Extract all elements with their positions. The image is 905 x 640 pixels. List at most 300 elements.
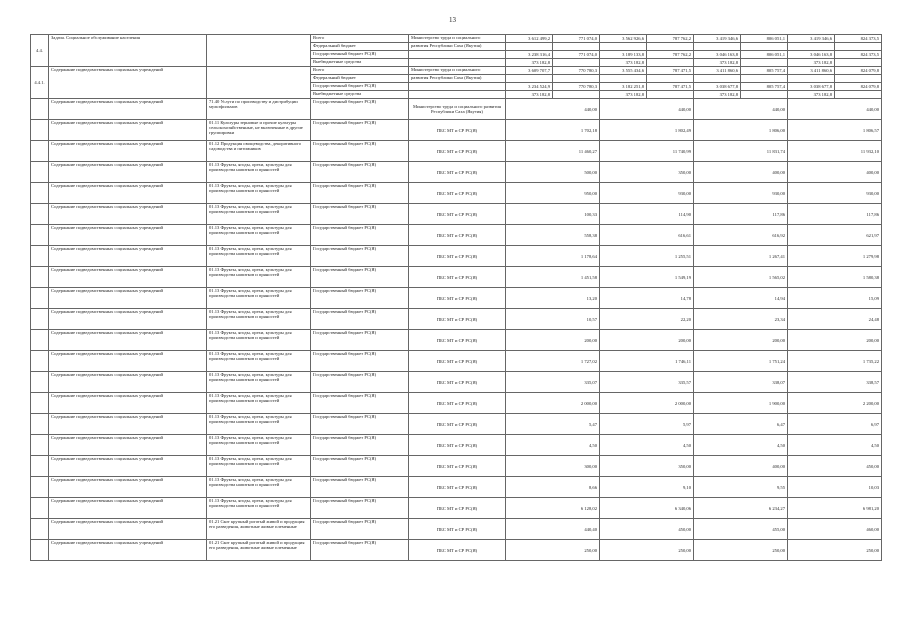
row-description: 01.12 Продукция овощеводства, декоративного садоводства и питомников	[207, 141, 311, 162]
agency-cell: ПБС МТ и СР РС(Я)	[409, 204, 506, 225]
value-cell: 787 762,2	[647, 51, 694, 59]
row-description	[207, 67, 311, 99]
value-cell: 455,00	[694, 519, 788, 540]
row-description: 01.13 Фрукты, ягоды, орехи, культуры для производства напитков и пряностей	[207, 477, 311, 498]
row-title: Содержание подведомственных социальных учреждений	[49, 225, 207, 246]
source-cell: Государственный бюджет РС(Я)	[311, 477, 409, 498]
row-description: 01.13 Фрукты, ягоды, орехи, культуры для производства напитков и пряностей	[207, 435, 311, 456]
row-code: 4.4.	[31, 35, 49, 67]
source-cell: Государственный бюджет РС(Я)	[311, 309, 409, 330]
row-code	[31, 141, 49, 162]
value-cell: 1 806,00	[694, 120, 788, 141]
source-cell: Государственный бюджет РС(Я)	[311, 498, 409, 519]
value-cell	[835, 59, 882, 67]
row-description: 01.21 Скот крупный рогатый живой и продукция его разведения, животные живые племенные	[207, 540, 311, 561]
value-cell: 1 451,58	[506, 267, 600, 288]
row-description: 01.11 Культуры зерновые и прочие культуры сельскохозяйственные, не включенные в другие группировки	[207, 120, 311, 141]
value-cell	[553, 75, 600, 83]
value-cell	[553, 59, 600, 67]
agency-cell: ПБС МТ и СР РС(Я)	[409, 288, 506, 309]
source-cell: Государственный бюджет РС(Я)	[311, 120, 409, 141]
value-cell: 14,94	[694, 288, 788, 309]
agency-cell: ПБС МТ и СР РС(Я)	[409, 141, 506, 162]
value-cell: 824 079,8	[835, 67, 882, 75]
source-cell: Государственный бюджет РС(Я)	[311, 225, 409, 246]
value-cell: 3 411 860,6	[788, 67, 835, 75]
table-row	[31, 288, 882, 309]
row-title: Содержание подведомственных социальных учреждений	[49, 498, 207, 519]
value-cell	[694, 43, 741, 51]
value-cell: 1 746,11	[600, 351, 694, 372]
value-cell	[741, 91, 788, 99]
row-description: 01.13 Фрукты, ягоды, орехи, культуры для производства напитков и пряностей	[207, 204, 311, 225]
row-title: Содержание подведомственных социальных учреждений	[49, 309, 207, 330]
value-cell: 250,00	[506, 540, 600, 561]
value-cell	[835, 91, 882, 99]
row-description: 01.13 Фрукты, ягоды, орехи, культуры для производства напитков и пряностей	[207, 225, 311, 246]
value-cell: 114,90	[600, 204, 694, 225]
value-cell: 930,00	[600, 183, 694, 204]
row-code	[31, 225, 49, 246]
value-cell: 2 000,00	[600, 393, 694, 414]
row-code	[31, 519, 49, 540]
value-cell: 4,50	[788, 435, 882, 456]
table-row	[31, 435, 882, 456]
table-row	[31, 246, 882, 267]
value-cell: 1 178,64	[506, 246, 600, 267]
value-cell: 350,00	[600, 456, 694, 477]
agency-cell: Министерство труда и социального развития Республики Саха (Якутия)	[409, 99, 506, 120]
value-cell: 373 182,8	[788, 59, 835, 67]
value-cell: 5,47	[506, 414, 600, 435]
value-cell	[553, 91, 600, 99]
value-cell: 14,78	[600, 288, 694, 309]
value-cell: 300,00	[506, 456, 600, 477]
value-cell: 11 932,10	[788, 141, 882, 162]
row-code	[31, 120, 49, 141]
agency-cell: ПБС МТ и СР РС(Я)	[409, 225, 506, 246]
value-cell: 3 609 707,7	[506, 67, 553, 75]
agency-cell: ПБС МТ и СР РС(Я)	[409, 477, 506, 498]
value-cell: 400,00	[694, 456, 788, 477]
value-cell: 6 128,02	[506, 498, 600, 519]
value-cell	[741, 43, 788, 51]
table-row	[31, 267, 882, 288]
value-cell: 24,48	[788, 309, 882, 330]
value-cell: 250,00	[694, 540, 788, 561]
row-title: Задача. Социальное обслуживание населения	[49, 35, 207, 67]
row-title: Содержание подведомственных социальных учреждений	[49, 204, 207, 225]
budget-table	[30, 34, 882, 561]
table-row	[31, 99, 882, 120]
value-cell: 1 279,98	[788, 246, 882, 267]
value-cell: 824 079,8	[835, 83, 882, 91]
row-code	[31, 162, 49, 183]
table-row	[31, 393, 882, 414]
row-title: Содержание подведомственных социальных учреждений	[49, 141, 207, 162]
value-cell: 1 565,02	[694, 267, 788, 288]
table-row	[31, 456, 882, 477]
value-cell: 4,50	[694, 435, 788, 456]
source-cell: Государственный бюджет РС(Я)	[311, 246, 409, 267]
value-cell: 373 182,8	[600, 91, 647, 99]
row-title: Содержание подведомственных социальных учреждений	[49, 162, 207, 183]
value-cell	[647, 43, 694, 51]
agency-cell: ПБС МТ и СР РС(Я)	[409, 372, 506, 393]
table-row	[31, 498, 882, 519]
value-cell: 250,00	[788, 540, 882, 561]
row-description: 01.13 Фрукты, ягоды, орехи, культуры для производства напитков и пряностей	[207, 183, 311, 204]
agency-cell: ПБС МТ и СР РС(Я)	[409, 120, 506, 141]
value-cell: 460,00	[788, 519, 882, 540]
value-cell: 11 740,99	[600, 141, 694, 162]
agency-cell: ПБС МТ и СР РС(Я)	[409, 393, 506, 414]
row-description: 01.13 Фрукты, ягоды, орехи, культуры для производства напитков и пряностей	[207, 309, 311, 330]
value-cell: 4,50	[600, 435, 694, 456]
source-cell: Государственный бюджет РС(Я)	[311, 351, 409, 372]
source-cell: Государственный бюджет РС(Я)	[311, 83, 409, 91]
agency-cell	[409, 51, 506, 59]
value-cell	[741, 59, 788, 67]
value-cell: 1 735,22	[788, 351, 882, 372]
agency-cell: Министерство труда и социального	[409, 67, 506, 75]
row-code	[31, 456, 49, 477]
value-cell	[647, 91, 694, 99]
value-cell: 350,00	[600, 162, 694, 183]
value-cell: 806 051,1	[741, 51, 788, 59]
value-cell: 117,86	[788, 204, 882, 225]
row-description: 01.13 Фрукты, ягоды, орехи, культуры для производства напитков и пряностей	[207, 330, 311, 351]
source-cell: Государственный бюджет РС(Я)	[311, 267, 409, 288]
value-cell: 373 182,8	[506, 59, 553, 67]
agency-cell: ПБС МТ и СР РС(Я)	[409, 519, 506, 540]
value-cell: 787 471,5	[647, 83, 694, 91]
value-cell: 117,86	[694, 204, 788, 225]
value-cell: 3 234 524,9	[506, 83, 553, 91]
row-description: 01.13 Фрукты, ягоды, орехи, культуры для производства напитков и пряностей	[207, 393, 311, 414]
row-title: Содержание подведомственных социальных учреждений	[49, 477, 207, 498]
row-title: Содержание подведомственных социальных учреждений	[49, 99, 207, 120]
value-cell: 3 238 316,4	[506, 51, 553, 59]
source-cell: Государственный бюджет РС(Я)	[311, 456, 409, 477]
value-cell: 11 460,27	[506, 141, 600, 162]
row-code	[31, 393, 49, 414]
row-code	[31, 477, 49, 498]
value-cell	[788, 43, 835, 51]
row-title: Содержание подведомственных социальных учреждений	[49, 540, 207, 561]
value-cell: 338,57	[788, 372, 882, 393]
value-cell: 1 900,00	[694, 393, 788, 414]
value-cell: 338,07	[694, 372, 788, 393]
value-cell: 806 051,1	[741, 35, 788, 43]
value-cell: 8,66	[506, 477, 600, 498]
table-row	[31, 225, 882, 246]
table-row	[31, 372, 882, 393]
source-cell: Государственный бюджет РС(Я)	[311, 51, 409, 59]
value-cell	[506, 75, 553, 83]
value-cell: 335,07	[506, 372, 600, 393]
value-cell: 440,40	[506, 519, 600, 540]
table-row	[31, 162, 882, 183]
row-title: Содержание подведомственных социальных учреждений	[49, 183, 207, 204]
row-description: 01.13 Фрукты, ягоды, орехи, культуры для производства напитков и пряностей	[207, 162, 311, 183]
agency-cell: ПБС МТ и СР РС(Я)	[409, 414, 506, 435]
agency-cell	[409, 83, 506, 91]
agency-cell: Министерство труда и социального	[409, 35, 506, 43]
row-description: 01.13 Фрукты, ягоды, орехи, культуры для производства напитков и пряностей	[207, 456, 311, 477]
value-cell: 6 981,20	[788, 498, 882, 519]
row-title: Содержание подведомственных социальных учреждений	[49, 372, 207, 393]
agency-cell: ПБС МТ и СР РС(Я)	[409, 162, 506, 183]
row-title: Содержание подведомственных социальных учреждений	[49, 351, 207, 372]
table-row	[31, 141, 882, 162]
agency-cell: развития Республики Саха (Якутия)	[409, 75, 506, 83]
table-row	[31, 540, 882, 561]
row-description	[207, 35, 311, 67]
value-cell: 250,00	[600, 540, 694, 561]
value-cell	[553, 43, 600, 51]
value-cell: 200,00	[600, 330, 694, 351]
agency-cell: ПБС МТ и СР РС(Я)	[409, 267, 506, 288]
value-cell: 15,09	[788, 288, 882, 309]
value-cell: 23,34	[694, 309, 788, 330]
source-cell: Государственный бюджет РС(Я)	[311, 435, 409, 456]
row-title: Содержание подведомственных социальных учреждений	[49, 456, 207, 477]
value-cell: 3 562 926,6	[600, 35, 647, 43]
row-title: Содержание подведомственных социальных учреждений	[49, 393, 207, 414]
table-row	[31, 414, 882, 435]
value-cell: 616,61	[600, 225, 694, 246]
value-cell: 3 612 499,2	[506, 35, 553, 43]
row-title: Содержание подведомственных социальных учреждений	[49, 435, 207, 456]
row-description: 01.13 Фрукты, ягоды, орехи, культуры для производства напитков и пряностей	[207, 288, 311, 309]
row-description: 71.40 Услуги по производству и дистрибуции мультфильмов	[207, 99, 311, 120]
value-cell: 6 234,27	[694, 498, 788, 519]
table-row	[31, 120, 882, 141]
value-cell: 10,03	[788, 477, 882, 498]
row-description: 01.13 Фрукты, ягоды, орехи, культуры для производства напитков и пряностей	[207, 498, 311, 519]
value-cell: 1 806,57	[788, 120, 882, 141]
source-cell: Федеральный бюджет	[311, 75, 409, 83]
value-cell: 1 702,18	[506, 120, 600, 141]
value-cell: 22,20	[600, 309, 694, 330]
value-cell: 787 471,5	[647, 67, 694, 75]
page-number: 13	[449, 16, 456, 24]
source-cell: Государственный бюджет РС(Я)	[311, 372, 409, 393]
value-cell	[647, 75, 694, 83]
agency-cell: ПБС МТ и СР РС(Я)	[409, 498, 506, 519]
agency-cell: развития Республики Саха (Якутия)	[409, 43, 506, 51]
row-code	[31, 414, 49, 435]
agency-cell: ПБС МТ и СР РС(Я)	[409, 456, 506, 477]
value-cell	[741, 75, 788, 83]
source-cell: Государственный бюджет РС(Я)	[311, 204, 409, 225]
row-code	[31, 435, 49, 456]
value-cell: 335,57	[600, 372, 694, 393]
value-cell: 3 038 677,8	[788, 83, 835, 91]
value-cell: 1 751,24	[694, 351, 788, 372]
table-row	[31, 477, 882, 498]
source-cell: Государственный бюджет РС(Я)	[311, 414, 409, 435]
source-cell: Государственный бюджет РС(Я)	[311, 141, 409, 162]
row-code	[31, 183, 49, 204]
source-cell: Всего	[311, 35, 409, 43]
table-row	[31, 35, 882, 43]
value-cell: 1 267,41	[694, 246, 788, 267]
value-cell: 373 182,8	[506, 91, 553, 99]
row-code	[31, 330, 49, 351]
value-cell	[647, 59, 694, 67]
value-cell: 1 802,49	[600, 120, 694, 141]
table-row	[31, 67, 882, 75]
agency-cell: ПБС МТ и СР РС(Я)	[409, 540, 506, 561]
value-cell: 450,00	[600, 519, 694, 540]
value-cell: 3 038 677,8	[694, 83, 741, 91]
value-cell: 400,00	[788, 162, 882, 183]
value-cell: 3 411 860,6	[694, 67, 741, 75]
table-row	[31, 519, 882, 540]
source-cell: Государственный бюджет РС(Я)	[311, 330, 409, 351]
value-cell: 824 373,5	[835, 51, 882, 59]
row-description: 01.13 Фрукты, ягоды, орехи, культуры для производства напитков и пряностей	[207, 246, 311, 267]
value-cell: 450,00	[788, 456, 882, 477]
value-cell: 11 831,74	[694, 141, 788, 162]
value-cell: 373 182,8	[694, 91, 741, 99]
row-code	[31, 372, 49, 393]
source-cell: Государственный бюджет РС(Я)	[311, 288, 409, 309]
value-cell: 9,55	[694, 477, 788, 498]
row-code	[31, 309, 49, 330]
table-row	[31, 351, 882, 372]
value-cell: 440,00	[600, 99, 694, 120]
value-cell: 440,00	[788, 99, 882, 120]
value-cell: 616,92	[694, 225, 788, 246]
value-cell	[600, 43, 647, 51]
value-cell: 930,00	[694, 183, 788, 204]
row-description: 01.21 Скот крупный рогатый живой и продукция его разведения, животные живые племенные	[207, 519, 311, 540]
value-cell: 400,00	[694, 162, 788, 183]
value-cell: 200,00	[694, 330, 788, 351]
agency-cell: ПБС МТ и СР РС(Я)	[409, 351, 506, 372]
table-row	[31, 309, 882, 330]
source-cell: Федеральный бюджет	[311, 43, 409, 51]
value-cell: 771 074,0	[553, 51, 600, 59]
source-cell: Государственный бюджет РС(Я)	[311, 540, 409, 561]
row-code	[31, 540, 49, 561]
value-cell: 440,00	[506, 99, 600, 120]
source-cell: Государственный бюджет РС(Я)	[311, 99, 409, 120]
value-cell: 950,00	[506, 183, 600, 204]
value-cell: 9,10	[600, 477, 694, 498]
table-row	[31, 330, 882, 351]
value-cell: 1 580,38	[788, 267, 882, 288]
value-cell: 440,00	[694, 99, 788, 120]
row-code	[31, 204, 49, 225]
value-cell: 930,00	[788, 183, 882, 204]
value-cell: 805 757,4	[741, 67, 788, 75]
agency-cell	[409, 59, 506, 67]
source-cell: Внебюджетные средства	[311, 59, 409, 67]
row-description: 01.13 Фрукты, ягоды, орехи, культуры для производства напитков и пряностей	[207, 414, 311, 435]
source-cell: Внебюджетные средства	[311, 91, 409, 99]
row-title: Содержание подведомственных социальных учреждений	[49, 246, 207, 267]
value-cell: 770 780,3	[553, 83, 600, 91]
row-title: Содержание подведомственных социальных учреждений	[49, 267, 207, 288]
value-cell	[506, 43, 553, 51]
value-cell: 770 780,3	[553, 67, 600, 75]
value-cell: 373 182,8	[600, 59, 647, 67]
value-cell: 6,97	[788, 414, 882, 435]
source-cell: Государственный бюджет РС(Я)	[311, 162, 409, 183]
value-cell: 10,57	[506, 309, 600, 330]
value-cell: 13,20	[506, 288, 600, 309]
value-cell: 3 046 163,8	[788, 51, 835, 59]
value-cell: 787 762,2	[647, 35, 694, 43]
value-cell: 558,38	[506, 225, 600, 246]
agency-cell: ПБС МТ и СР РС(Я)	[409, 309, 506, 330]
value-cell	[600, 75, 647, 83]
value-cell: 5,97	[600, 414, 694, 435]
source-cell: Государственный бюджет РС(Я)	[311, 183, 409, 204]
source-cell: Государственный бюджет РС(Я)	[311, 519, 409, 540]
value-cell: 1 255,51	[600, 246, 694, 267]
row-code: 4.4.1.	[31, 67, 49, 99]
agency-cell: ПБС МТ и СР РС(Я)	[409, 246, 506, 267]
value-cell: 621,97	[788, 225, 882, 246]
table-row	[31, 183, 882, 204]
value-cell	[835, 43, 882, 51]
row-code	[31, 288, 49, 309]
row-title: Содержание подведомственных социальных учреждений	[49, 288, 207, 309]
row-code	[31, 99, 49, 120]
row-code	[31, 351, 49, 372]
value-cell: 4,50	[506, 435, 600, 456]
value-cell: 3 555 434,6	[600, 67, 647, 75]
row-title: Содержание подведомственных социальных учреждений	[49, 120, 207, 141]
value-cell: 373 182,8	[788, 91, 835, 99]
value-cell: 6 340,06	[600, 498, 694, 519]
value-cell: 2 200,00	[788, 393, 882, 414]
value-cell: 771 074,0	[553, 35, 600, 43]
value-cell: 805 757,4	[741, 83, 788, 91]
agency-cell: ПБС МТ и СР РС(Я)	[409, 183, 506, 204]
source-cell: Государственный бюджет РС(Я)	[311, 393, 409, 414]
value-cell: 6,47	[694, 414, 788, 435]
row-code	[31, 267, 49, 288]
value-cell: 3 182 251,8	[600, 83, 647, 91]
value-cell: 100,33	[506, 204, 600, 225]
value-cell	[694, 75, 741, 83]
value-cell	[835, 75, 882, 83]
row-title: Содержание подведомственных социальных учреждений	[49, 67, 207, 99]
table-row	[31, 204, 882, 225]
row-code	[31, 246, 49, 267]
value-cell: 3 046 163,8	[694, 51, 741, 59]
source-cell: Всего	[311, 67, 409, 75]
value-cell: 2 000,00	[506, 393, 600, 414]
value-cell: 1 549,19	[600, 267, 694, 288]
value-cell: 3 419 346,6	[788, 35, 835, 43]
agency-cell: ПБС МТ и СР РС(Я)	[409, 435, 506, 456]
agency-cell	[409, 91, 506, 99]
row-title: Содержание подведомственных социальных учреждений	[49, 414, 207, 435]
row-title: Содержание подведомственных социальных учреждений	[49, 330, 207, 351]
row-description: 01.13 Фрукты, ягоды, орехи, культуры для производства напитков и пряностей	[207, 351, 311, 372]
row-description: 01.13 Фрукты, ягоды, орехи, культуры для производства напитков и пряностей	[207, 267, 311, 288]
agency-cell: ПБС МТ и СР РС(Я)	[409, 330, 506, 351]
value-cell: 200,00	[788, 330, 882, 351]
value-cell: 1 727,02	[506, 351, 600, 372]
